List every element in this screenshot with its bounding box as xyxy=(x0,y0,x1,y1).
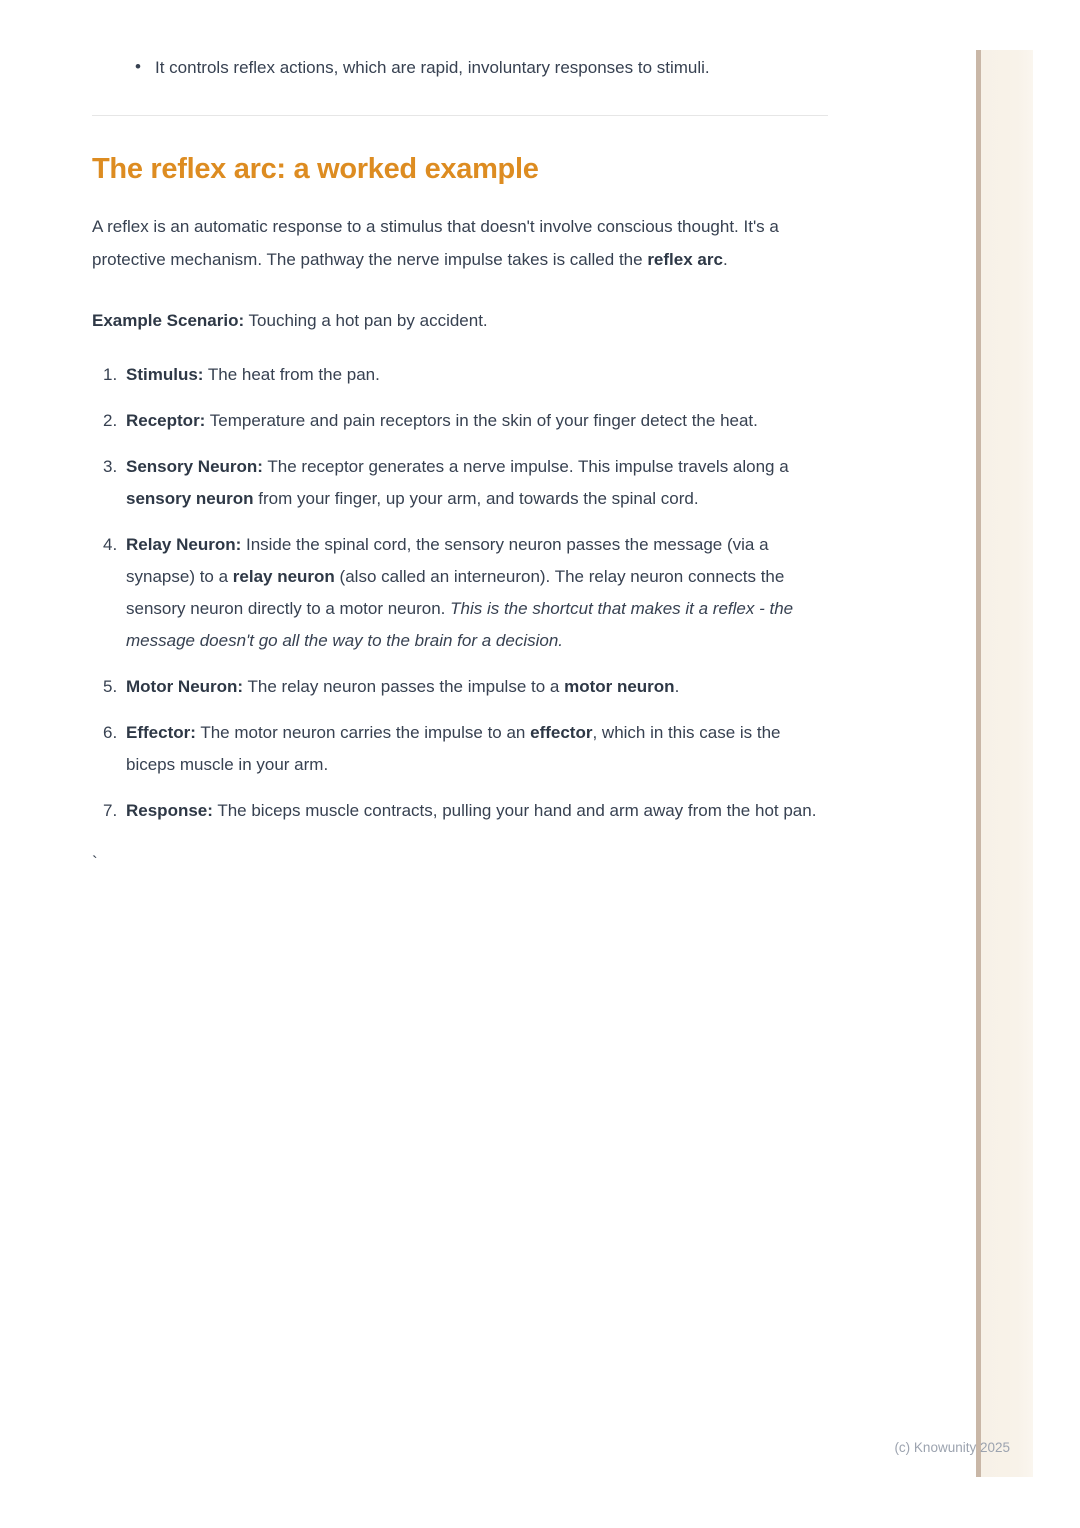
list-item-text: Effector: The motor neuron carries the impulse to an effector, which in this case is the biceps muscle in your arm. xyxy=(126,723,781,774)
list-item-number: 2. xyxy=(103,411,118,430)
bullet-marker: • xyxy=(135,57,141,76)
section-heading: The reflex arc: a worked example xyxy=(92,153,539,185)
list-item-number: 1. xyxy=(103,365,118,384)
reflex-arc-steps-list xyxy=(92,359,828,827)
list-item xyxy=(92,529,828,657)
list-item xyxy=(92,405,828,437)
list-item-text: Response: The biceps muscle contracts, pulling your hand and arm away from the hot pan. xyxy=(126,801,817,820)
list-item-number: 4. xyxy=(103,535,118,554)
list-item-number: 7. xyxy=(103,801,118,820)
document-body xyxy=(92,0,828,879)
trailing-character: ` xyxy=(92,853,98,872)
copyright-note: (c) Knowunity 2025 xyxy=(894,1440,1010,1455)
page-edge-decoration xyxy=(976,50,1033,1477)
list-item-text: Stimulus: The heat from the pan. xyxy=(126,365,380,384)
list-item xyxy=(92,795,828,827)
list-item xyxy=(92,359,828,391)
list-item-text: Receptor: Temperature and pain receptors in the skin of your finger detect the heat. xyxy=(126,411,758,430)
list-item-number: 6. xyxy=(103,723,118,742)
list-item xyxy=(92,717,828,781)
intro-paragraph: A reflex is an automatic response to a stimulus that doesn't involve conscious thought. It's a protective mechanism. The pathway the nerve impulse takes is called the reflex arc. xyxy=(92,217,779,269)
list-item-number: 3. xyxy=(103,457,118,476)
list-item-text: Sensory Neuron: The receptor generates a nerve impulse. This impulse travels along a sensory neuron from your finger, up your arm, and towards the spinal cord. xyxy=(126,457,789,508)
list-item xyxy=(92,451,828,515)
list-item-text: Relay Neuron: Inside the spinal cord, the sensory neuron passes the message (via a synapse) to a relay neuron (also called an interneuron). The relay neuron connects the sensory neuron directly to a motor neuron. This is the shortcut that makes it a reflex - the message doesn't go all the way to the brain for a decision. xyxy=(126,535,794,650)
list-item xyxy=(92,671,828,703)
bullet-item-text: It controls reflex actions, which are rapid, involuntary responses to stimuli. xyxy=(155,58,710,77)
list-item-text: Motor Neuron: The relay neuron passes the impulse to a motor neuron. xyxy=(126,677,680,696)
bullet-item xyxy=(92,51,828,84)
scenario-paragraph: Example Scenario: Touching a hot pan by accident. xyxy=(92,311,488,330)
section-divider xyxy=(92,115,828,116)
list-item-number: 5. xyxy=(103,677,118,696)
bullet-list xyxy=(92,51,828,84)
